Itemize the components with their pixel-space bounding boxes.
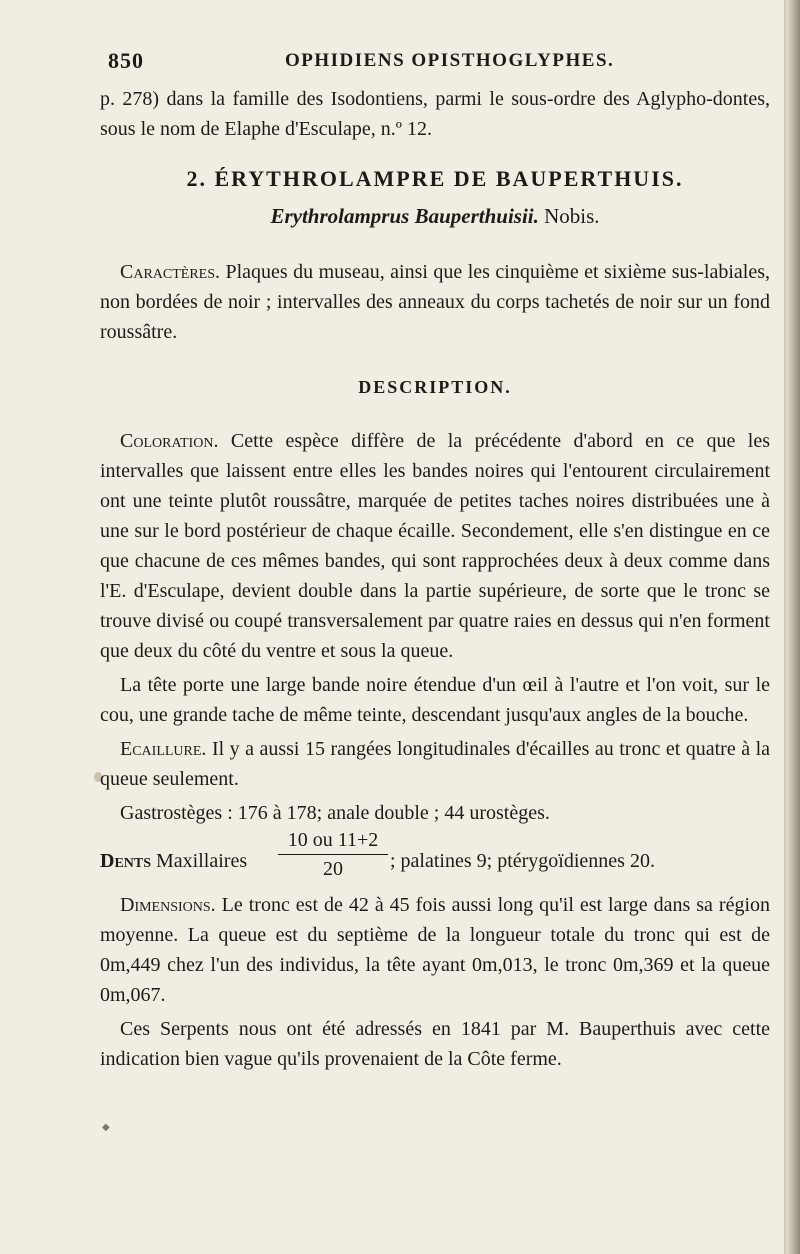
- dimensions-paragraph: [100, 890, 770, 1010]
- ecaillure-text: Il y a aussi 15 rangées longitudinales d'écailles au tronc et quatre à la queue seulement.: [100, 738, 771, 790]
- latin-name: Erythrolamprus Bauperthuisii.: [270, 204, 539, 228]
- dents-maxillaires: Maxillaires: [156, 850, 248, 872]
- dents-fraction: [278, 828, 388, 881]
- page-header: [100, 40, 770, 84]
- coloration-label: Coloration.: [120, 430, 219, 452]
- latin-author: Nobis.: [544, 204, 600, 228]
- coloration-text: Cette espèce diffère de la précédente d'abord en ce que les intervalles que laissent entre elles les bandes noires qui l'entourent circulairement ont une teinte plutôt roussâtre, marquée de petites taches noires distribuées une à une sur le bord postérieur de chaque écaille. Secondement, elle s'en distingue en ce que chacune de ces mêmes bandes, qui sont rapprochées deux à deux comme dans l'E. d'Esculape, devient double dans la partie supérieure, de sorte que le tronc se trouve divisé ou coupé transversalement par quatre raies en dessus qui n'en forment que deux du côté du ventre et sous la queue.: [100, 430, 770, 662]
- latin-name-line: [100, 204, 770, 229]
- fraction-bar: [278, 854, 388, 855]
- page-number: 850: [108, 48, 144, 73]
- coloration-paragraph: [100, 426, 770, 666]
- caracteres-label: Caractères.: [120, 261, 221, 283]
- dimensions-text: Le tronc est de 42 à 45 fois aussi long qu'il est large dans sa région moyenne. La queue est du septième de la longueur totale du tronc qui est de 0m,449 chez l'un des individus, la tête ayant 0m,013, le tronc 0m,369 et la queue 0m,067.: [100, 894, 771, 1006]
- section-title: 2. ÉRYTHROLAMPRE DE BAUPERTHUIS.: [186, 166, 684, 191]
- gastrosteges-paragraph: Gastrostèges : 176 à 178; anale double ; 44 urostèges.: [120, 802, 550, 824]
- closing-paragraph: Ces Serpents nous ont été adressés en 1841 par M. Bauperthuis avec cette indication bien vague qu'ils provenaient de la Côte ferme.: [100, 1018, 770, 1070]
- description-heading: DESCRIPTION.: [358, 377, 512, 397]
- page-content: [100, 40, 770, 1074]
- dents-label: Dents: [100, 850, 152, 872]
- caracteres-text: Plaques du museau, ainsi que les cinquième et sixième sus-labiales, non bordées de noir ; intervalles des anneaux du corps tachetés de noir sur un fond roussâtre.: [100, 261, 771, 343]
- dents-rest: ; palatines 9; ptérygoïdiennes 20.: [390, 850, 655, 872]
- fraction-numerator: 10 ou 11+2: [287, 829, 379, 851]
- caracteres-paragraph: [100, 257, 770, 347]
- ecaillure-paragraph: [100, 734, 770, 794]
- tete-paragraph: La tête porte une large bande noire étendue d'un œil à l'autre et l'on voit, sur le cou, une grande tache de même teinte, descendant jusqu'aux angles de la bouche.: [100, 674, 770, 726]
- running-title: OPHIDIENS OPISTHOGLYPHES.: [285, 50, 615, 71]
- fraction-denominator: 20: [323, 858, 343, 880]
- stray-mark: ◆: [102, 1122, 110, 1133]
- dents-label-group: [100, 850, 247, 873]
- dents-formula-line: [100, 828, 770, 890]
- dimensions-label: Dimensions.: [120, 894, 216, 916]
- intro-paragraph: p. 278) dans la famille des Isodontiens, parmi le sous-ordre des Aglypho-dontes, sous le nom de Elaphe d'Esculape, n.º 12.: [100, 88, 770, 140]
- ecaillure-label: Ecaillure.: [120, 738, 207, 760]
- book-edge-shadow: [786, 0, 800, 1254]
